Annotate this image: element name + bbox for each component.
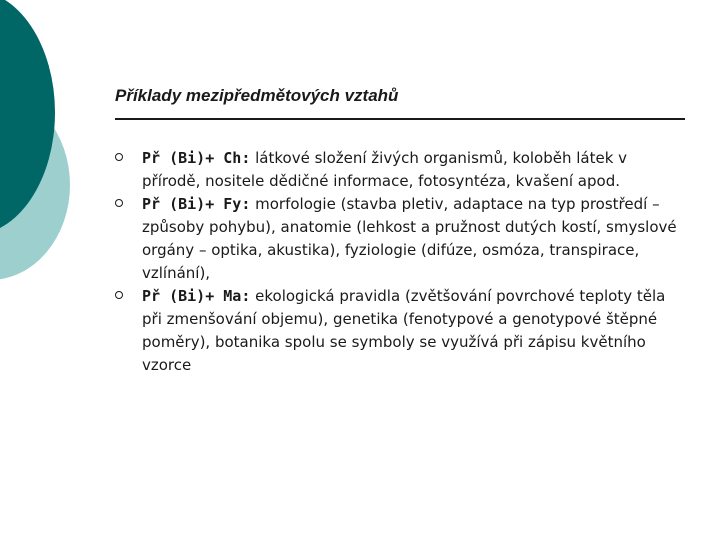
bullet-prefix: Př (Bi)+ Ch: [142, 149, 251, 167]
bullet-text: ekologická pravidla (zvětšování povrchové teploty těla při zmenšování objemu), genetika (fenotypové a genotypové štěpné poměry), botanika spolu se symboly se využívá při zápisu květního vzorce [142, 287, 666, 374]
bullet-circle-icon [115, 199, 123, 207]
slide-title: Příklady mezipředmětových vztahů [115, 86, 399, 105]
bullet-item-physics [115, 193, 685, 285]
bullet-prefix: Př (Bi)+ Fy: [142, 195, 251, 213]
bullet-circle-icon [115, 291, 123, 299]
bullet-circle-icon [115, 153, 123, 161]
bullet-prefix: Př (Bi)+ Ma: [142, 287, 251, 305]
bullet-text: morfologie (stavba pletiv, adaptace na typ prostředí – způsoby pohybu), anatomie (lehkost a pružnost dutých kostí, smyslové orgány – optika, akustika), fyziologie (difúze, osmóza, transpirace, vzlínání), [142, 195, 677, 282]
bullet-list [115, 147, 685, 377]
bullet-item-math [115, 285, 685, 377]
bullet-text: látkové složení živých organismů, koloběh látek v přírodě, nositele dědičné informace, fotosyntéza, kvašení apod. [142, 149, 628, 190]
bullet-item-chemistry [115, 147, 685, 193]
title-underline [115, 118, 685, 120]
